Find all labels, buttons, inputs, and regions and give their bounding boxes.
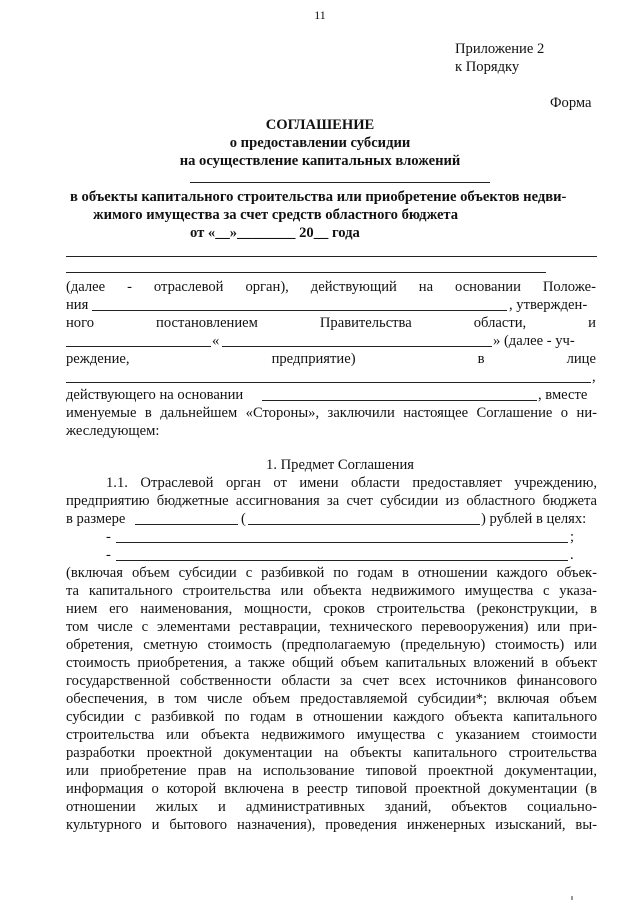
page-number: 11 [314, 8, 326, 22]
authority-basis-blank [262, 400, 537, 401]
body-line-4: том числе с элементами реставрации, технического перевооружения) или при- [66, 619, 597, 635]
parties-row5-w2: предприятие) [271, 351, 356, 367]
amount-paren-open: ( [241, 511, 246, 527]
parties-row5-w4: лице [566, 351, 596, 367]
body-line-2: та капитального строительства или объекта недвижимого имущества с указа- [66, 583, 597, 599]
parties-row7-end: , вместе [538, 387, 588, 403]
scan-speck [571, 896, 573, 900]
purpose-dash-2: - [106, 547, 111, 563]
resolution-blank [66, 346, 211, 347]
body-line-5: обретения, сметную стоимость (предполагаемую (предельную) стоимость) или [66, 637, 597, 653]
parties-row3-w2: постановлением [156, 315, 258, 331]
parties-row1-w8: Положе- [542, 279, 596, 295]
clause-1-1-line1: 1.1. Отраслевой орган от имени области предоставляет учреждению, [106, 475, 597, 491]
body-line-12: или приобретение прав на использование типовой проектной документации, [66, 763, 597, 779]
section1-heading: 1. Предмет Соглашения [266, 457, 414, 473]
parties-row-8: именуемые в дальнейшем «Стороны», заключили настоящее Соглашение о ни- [66, 405, 597, 421]
representative-blank [66, 382, 591, 383]
appendix-line2: к Порядку [455, 59, 520, 75]
body-line-9: субсидии с разбивкой по годам в отношении каждого объекта капитального [66, 709, 597, 725]
appendix-line1: Приложение 2 [455, 41, 545, 57]
parties-row3-w3: Правительства [319, 315, 412, 331]
purpose-blank-1 [116, 542, 568, 543]
parties-row5-w3: в [477, 351, 485, 367]
title-subtitle-1: о предоставлении субсидии [229, 135, 411, 151]
document-title: СОГЛАШЕНИЕ [265, 117, 375, 133]
amount-words-blank [248, 524, 480, 525]
party-blank-line-1 [66, 256, 597, 257]
institution-name-blank [222, 346, 492, 347]
body-line-7: государственной собственности области за счет всех источников финансового [66, 673, 597, 689]
body-line-11: разработки проектной документации на объекты капитального строительства [66, 745, 597, 761]
body-line-15: культурного и бытового назначения), проведения инженерных изысканий, вы- [66, 817, 597, 833]
purpose-semicolon: ; [570, 529, 575, 545]
parties-row1-w6: на [418, 279, 434, 295]
clause-1-1-line2: предприятию бюджетные ассигнования за счет субсидии из областного бюджета [66, 493, 597, 509]
parties-row-5 [66, 350, 596, 368]
parties-row3-w5: и [588, 315, 596, 331]
amount-figure-blank [135, 524, 238, 525]
body-line-10: строительства или объекта недвижимого имущества с указанием стоимости [66, 727, 597, 743]
parties-row4-end: » (далее - уч- [493, 333, 575, 349]
agreement-date: от «__»________ 20__ года [190, 225, 360, 241]
parties-row-3 [66, 314, 596, 332]
parties-row1-w4: орган), [245, 279, 289, 295]
parties-row6-end: , [592, 369, 596, 385]
parties-row1-w3: отраслевой [153, 279, 224, 295]
body-line-6: стоимость приобретения, а также общий объем капитальных вложений в объект [66, 655, 597, 671]
body-line-3: нием его наименования, мощности, сроков строительства (реконструкции, в [66, 601, 597, 617]
title-subtitle-2: на осуществление капитальных вложений [179, 153, 461, 169]
body-line-1: (включая объем субсидии с разбивкой по годам в отношении каждого объек- [66, 565, 597, 581]
body-line-8: обеспечения, в том числе объем предоставляемой субсидии*; включая объем [66, 691, 597, 707]
parties-row3-w1: ного [66, 315, 95, 331]
parties-row2-start: ния [66, 297, 89, 313]
body-line-13: информация о которой включена в реестр типовой проектной документации (в [66, 781, 597, 797]
parties-row-9: жеследующем: [66, 423, 160, 439]
party-blank-line-2 [66, 272, 546, 273]
parties-row-1 [66, 278, 596, 296]
parties-row7-start: действующего на основании [66, 387, 244, 403]
form-label: Форма [550, 95, 592, 111]
parties-row5-w1: реждение, [66, 351, 130, 367]
purpose-period: . [570, 547, 574, 563]
purpose-blank-2 [116, 560, 568, 561]
quote-open: « [212, 333, 220, 349]
parties-row1-w1: (далее [66, 279, 106, 295]
parties-row1-w2: - [127, 279, 132, 295]
parties-row1-w5: действующий [310, 279, 397, 295]
purpose-dash-1: - [106, 529, 111, 545]
title-subtitle-3b: жимого имущества за счет средств областного бюджета [93, 207, 459, 223]
parties-row2-end: , утвержден- [509, 297, 588, 313]
body-line-14: отношении жилых и административных зданий, объектов социально- [66, 799, 597, 815]
regulation-blank [92, 310, 507, 311]
title-subtitle-3a: в объекты капитального строительства или приобретение объектов недви- [70, 189, 567, 205]
parties-row1-w7: основании [455, 279, 521, 295]
title-blank-line [190, 182, 490, 183]
clause-1-1-line3-end: ) рублей в целях: [481, 511, 587, 527]
parties-row3-w4: области, [473, 315, 527, 331]
clause-1-1-line3-start: в размере [66, 511, 126, 527]
